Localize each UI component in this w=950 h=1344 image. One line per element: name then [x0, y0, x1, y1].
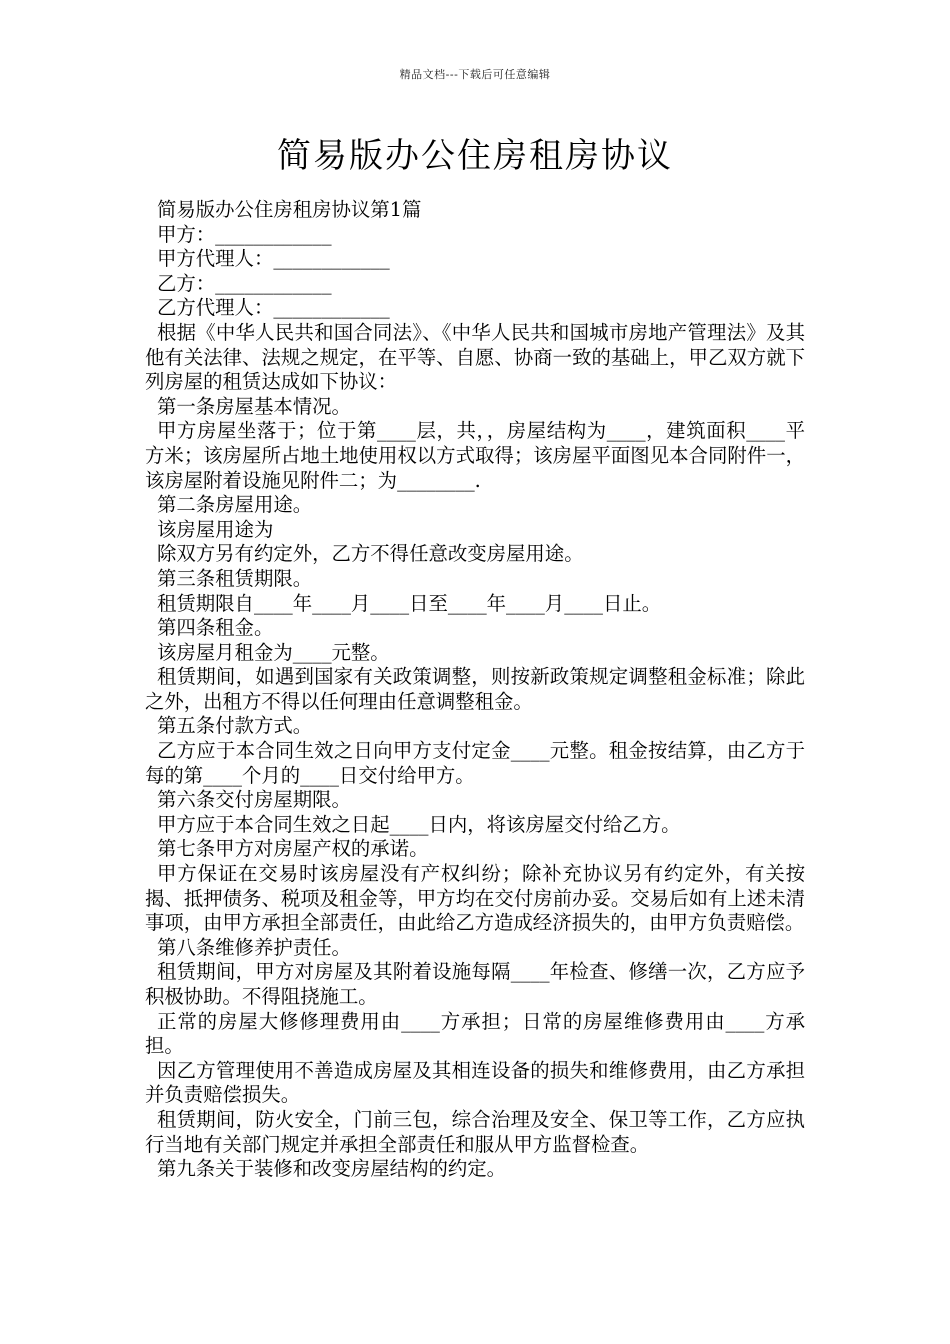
- article-5-heading: 第五条付款方式。: [157, 714, 313, 738]
- party-b-agent-field: 乙方代理人：____________: [157, 296, 390, 320]
- article-9-heading: 第九条关于装修和改变房屋结构的约定。: [157, 1157, 507, 1181]
- article-8-paragraph: 正常的房屋大修修理费用由____方承担；日常的房屋维修费用由____方承担。: [145, 1009, 805, 1058]
- header-note: 精品文档---下载后可任意编辑: [399, 68, 551, 81]
- party-a-agent-field: 甲方代理人：____________: [157, 247, 390, 271]
- article-8-paragraph: 因乙方管理使用不善造成房屋及其相连设备的损失和维修费用，由乙方承担并负责赔偿损失。: [145, 1058, 805, 1107]
- document-title: 简易版办公住房租房协议: [277, 136, 673, 176]
- article-6-paragraph: 甲方应于本合同生效之日起____日内，将该房屋交付给乙方。: [157, 812, 681, 836]
- document-body: [145, 198, 805, 1182]
- party-a-field: 甲方：____________: [157, 222, 332, 246]
- article-7-paragraph: 甲方保证在交易时该房屋没有产权纠纷；除补充协议另有约定外，有关按揭、抵押债务、税项及租金等，甲方均在交付房前办妥。交易后如有上述未清事项，由甲方承担全部责任，由此给乙方造成经济损失的，由甲方负责赔偿。: [145, 862, 805, 935]
- article-3-heading: 第三条租赁期限。: [157, 566, 313, 590]
- article-4-paragraph: 该房屋月租金为____元整。: [157, 640, 390, 664]
- article-1-paragraph: 甲方房屋坐落于；位于第____层，共，，房屋结构为____，建筑面积____平方米；该房屋所占地土地使用权以方式取得；该房屋平面图见本合同附件一，该房屋附着设施见附件二；为________.: [145, 419, 805, 492]
- preamble-paragraph: 根据《中华人民共和国合同法》、《中华人民共和国城市房地产管理法》及其他有关法律、法规之规定，在平等、自愿、协商一致的基础上，甲乙双方就下列房屋的租赁达成如下协议：: [145, 320, 805, 394]
- article-2-heading: 第二条房屋用途。: [157, 493, 313, 517]
- article-6-heading: 第六条交付房屋期限。: [157, 788, 351, 812]
- article-8-heading: 第八条维修养护责任。: [157, 935, 351, 959]
- section-heading: 简易版办公住房租房协议第1篇: [157, 198, 422, 221]
- article-7-heading: 第七条甲方对房屋产权的承诺。: [157, 837, 429, 861]
- article-8-paragraph: 租赁期间，甲方对房屋及其附着设施每隔____年检查、修缮一次，乙方应予积极协助。不得阻挠施工。: [145, 960, 805, 1008]
- article-1-heading: 第一条房屋基本情况。: [157, 394, 351, 418]
- article-4-paragraph: 租赁期间，如遇到国家有关政策调整，则按新政策规定调整租金标准；除此之外，出租方不得以任何理由任意调整租金。: [145, 665, 805, 713]
- article-2-paragraph: 除双方另有约定外，乙方不得任意改变房屋用途。: [157, 542, 584, 566]
- article-2-paragraph: 该房屋用途为: [157, 517, 274, 541]
- party-b-field: 乙方：____________: [157, 271, 332, 295]
- article-4-heading: 第四条租金。: [157, 616, 274, 640]
- article-5-paragraph: 乙方应于本合同生效之日向甲方支付定金____元整。租金按结算，由乙方于每的第____个月的____日交付给甲方。: [145, 739, 805, 787]
- article-8-paragraph: 租赁期间，防火安全，门前三包，综合治理及安全、保卫等工作，乙方应执行当地有关部门规定并承担全部责任和服从甲方监督检查。: [145, 1107, 805, 1156]
- article-3-paragraph: 租赁期限自____年____月____日至____年____月____日止。: [157, 591, 662, 615]
